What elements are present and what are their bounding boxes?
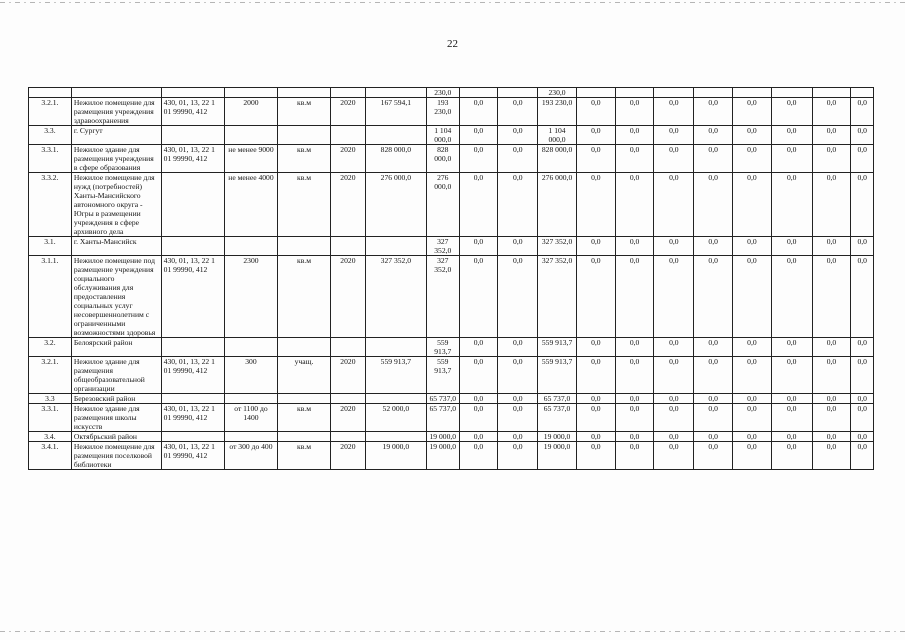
cell-cost <box>365 394 426 404</box>
cell-zero: 0,0 <box>615 237 654 256</box>
cell-v2: 0,0 <box>459 126 498 145</box>
cell-zero: 0,0 <box>771 357 812 394</box>
cell-zero: 0,0 <box>615 357 654 394</box>
cell-zero: 0,0 <box>733 173 772 237</box>
cell-size <box>224 338 277 357</box>
cell-zero: 0,0 <box>812 126 851 145</box>
cell-unit: кв.м <box>277 173 330 237</box>
cell-zero: 0,0 <box>771 442 812 470</box>
cell-cost <box>365 432 426 442</box>
cell-v4: 327 352,0 <box>538 237 577 256</box>
cell-unit: кв.м <box>277 98 330 126</box>
cell-v2: 0,0 <box>459 237 498 256</box>
cell-v3: 0,0 <box>498 126 538 145</box>
cell-zero: 0,0 <box>771 404 812 432</box>
cell-zero: 0,0 <box>851 432 874 442</box>
cell-zero: 0,0 <box>771 145 812 173</box>
cell-v3: 0,0 <box>498 173 538 237</box>
cell-v3: 0,0 <box>498 256 538 338</box>
cell-name: Нежилое помещение для нужд (потребностей) Ханты-Мансийского автономного округа - Югры в размещении учреждения в сфере архивного дела <box>71 173 161 237</box>
cell-zero: 0,0 <box>576 442 615 470</box>
cell-v2: 0,0 <box>459 338 498 357</box>
cell-zero: 0,0 <box>615 442 654 470</box>
cell-size: 300 <box>224 357 277 394</box>
cell-code: 430, 01, 13, 22 1 01 99990, 412 <box>161 442 224 470</box>
table-cell: 230,0 <box>426 88 459 98</box>
cell-v4: 19 000,0 <box>538 432 577 442</box>
cell-zero: 0,0 <box>615 404 654 432</box>
cell-code <box>161 173 224 237</box>
cell-code: 430, 01, 13, 22 1 01 99990, 412 <box>161 98 224 126</box>
cell-v4: 276 000,0 <box>538 173 577 237</box>
table-cell <box>277 88 330 98</box>
cell-zero: 0,0 <box>851 338 874 357</box>
cell-num: 3.3.1. <box>29 404 72 432</box>
cell-code: 430, 01, 13, 22 1 01 99990, 412 <box>161 357 224 394</box>
table-row <box>29 126 874 145</box>
cell-zero: 0,0 <box>851 404 874 432</box>
cell-zero: 0,0 <box>851 145 874 173</box>
cell-name: Нежилое помещение для размещения учреждения здравоохранения <box>71 98 161 126</box>
cell-zero: 0,0 <box>733 432 772 442</box>
table-cell <box>812 88 851 98</box>
cell-zero: 0,0 <box>694 404 733 432</box>
table-row <box>29 442 874 470</box>
cell-unit: кв.м <box>277 256 330 338</box>
cell-zero: 0,0 <box>654 338 694 357</box>
cell-zero: 0,0 <box>771 98 812 126</box>
cell-year <box>331 126 366 145</box>
cell-v1: 828 000,0 <box>426 145 459 173</box>
cell-zero: 0,0 <box>733 357 772 394</box>
cell-zero: 0,0 <box>812 173 851 237</box>
cell-v4: 19 000,0 <box>538 442 577 470</box>
cell-zero: 0,0 <box>576 98 615 126</box>
table-cell <box>615 88 654 98</box>
cell-zero: 0,0 <box>615 173 654 237</box>
cell-zero: 0,0 <box>812 404 851 432</box>
table-cell <box>331 88 366 98</box>
cell-year: 2020 <box>331 145 366 173</box>
cell-zero: 0,0 <box>694 442 733 470</box>
cell-zero: 0,0 <box>694 173 733 237</box>
cell-v3: 0,0 <box>498 432 538 442</box>
cell-year: 2020 <box>331 357 366 394</box>
table-cell <box>29 88 72 98</box>
cell-zero: 0,0 <box>851 442 874 470</box>
table-cell <box>161 88 224 98</box>
cell-zero: 0,0 <box>733 145 772 173</box>
cell-code <box>161 338 224 357</box>
cell-zero: 0,0 <box>576 357 615 394</box>
cell-name: Нежилое здание для размещения учреждения в сфере образования <box>71 145 161 173</box>
cell-name: Нежилое здание для размещения общеобразовательной организации <box>71 357 161 394</box>
cell-cost: 167 594,1 <box>365 98 426 126</box>
cell-zero: 0,0 <box>812 237 851 256</box>
cell-zero: 0,0 <box>733 256 772 338</box>
page-number: 22 <box>447 38 458 50</box>
cell-year <box>331 432 366 442</box>
cell-v3: 0,0 <box>498 145 538 173</box>
cell-year: 2020 <box>331 404 366 432</box>
cell-unit: кв.м <box>277 442 330 470</box>
table-cell <box>851 88 874 98</box>
cell-zero: 0,0 <box>733 126 772 145</box>
cell-num: 3.4. <box>29 432 72 442</box>
cell-v1: 1 104 000,0 <box>426 126 459 145</box>
cell-cost <box>365 237 426 256</box>
cell-zero: 0,0 <box>576 256 615 338</box>
cell-zero: 0,0 <box>812 442 851 470</box>
scan-edge-top <box>0 2 905 3</box>
cell-code: 430, 01, 13, 22 1 01 99990, 412 <box>161 256 224 338</box>
cell-v4: 327 352,0 <box>538 256 577 338</box>
cell-zero: 0,0 <box>771 173 812 237</box>
cell-year: 2020 <box>331 256 366 338</box>
cell-size <box>224 126 277 145</box>
table-row <box>29 256 874 338</box>
cell-v2: 0,0 <box>459 442 498 470</box>
cell-zero: 0,0 <box>851 173 874 237</box>
cell-v2: 0,0 <box>459 404 498 432</box>
cell-zero: 0,0 <box>694 338 733 357</box>
cell-v2: 0,0 <box>459 394 498 404</box>
cell-unit <box>277 394 330 404</box>
cell-zero: 0,0 <box>654 237 694 256</box>
cell-v1: 276 000,0 <box>426 173 459 237</box>
cell-zero: 0,0 <box>733 338 772 357</box>
cell-name: г. Ханты-Мансийск <box>71 237 161 256</box>
cell-v2: 0,0 <box>459 256 498 338</box>
cell-cost: 559 913,7 <box>365 357 426 394</box>
cell-num: 3.2.1. <box>29 98 72 126</box>
cell-name: Нежилое помещение под размещение учреждения социального обслуживания для предоставления социальных услуг несовершеннолетним с ограниченными возможностями здоровья <box>71 256 161 338</box>
cell-zero: 0,0 <box>654 394 694 404</box>
cell-unit <box>277 237 330 256</box>
cell-zero: 0,0 <box>851 126 874 145</box>
table-cell <box>459 88 498 98</box>
cell-v3: 0,0 <box>498 404 538 432</box>
cell-zero: 0,0 <box>694 126 733 145</box>
cell-size: не менее 4000 <box>224 173 277 237</box>
cell-v3: 0,0 <box>498 357 538 394</box>
cell-code <box>161 126 224 145</box>
cell-zero: 0,0 <box>812 145 851 173</box>
cell-zero: 0,0 <box>654 357 694 394</box>
cell-v4: 559 913,7 <box>538 338 577 357</box>
cell-zero: 0,0 <box>851 98 874 126</box>
table-cell <box>576 88 615 98</box>
cell-v3: 0,0 <box>498 442 538 470</box>
table-row <box>29 394 874 404</box>
cell-v3: 0,0 <box>498 98 538 126</box>
cell-zero: 0,0 <box>733 404 772 432</box>
cell-cost: 52 000,0 <box>365 404 426 432</box>
cell-unit: кв.м <box>277 145 330 173</box>
cell-v2: 0,0 <box>459 145 498 173</box>
cell-zero: 0,0 <box>654 256 694 338</box>
cell-v4: 65 737,0 <box>538 404 577 432</box>
table-cell <box>365 88 426 98</box>
cell-num: 3.1. <box>29 237 72 256</box>
cell-num: 3.3.1. <box>29 145 72 173</box>
cell-zero: 0,0 <box>694 145 733 173</box>
cell-code <box>161 432 224 442</box>
table-body <box>29 88 874 470</box>
cell-v1: 19 000,0 <box>426 442 459 470</box>
table-cell <box>498 88 538 98</box>
cell-year: 2020 <box>331 98 366 126</box>
cell-v3: 0,0 <box>498 338 538 357</box>
cell-num: 3.3 <box>29 394 72 404</box>
cell-zero: 0,0 <box>851 357 874 394</box>
cell-v1: 65 737,0 <box>426 394 459 404</box>
table-cell <box>71 88 161 98</box>
cell-zero: 0,0 <box>733 442 772 470</box>
cell-v2: 0,0 <box>459 357 498 394</box>
cell-v1: 559 913,7 <box>426 338 459 357</box>
cell-zero: 0,0 <box>615 338 654 357</box>
cell-v2: 0,0 <box>459 173 498 237</box>
cell-num: 3.3.2. <box>29 173 72 237</box>
cell-v2: 0,0 <box>459 98 498 126</box>
cell-v1: 65 737,0 <box>426 404 459 432</box>
table-row <box>29 432 874 442</box>
cell-v1: 327 352,0 <box>426 237 459 256</box>
cell-name: г. Сургут <box>71 126 161 145</box>
cell-v3: 0,0 <box>498 237 538 256</box>
cell-zero: 0,0 <box>576 394 615 404</box>
budget-table <box>28 87 874 470</box>
cell-zero: 0,0 <box>576 404 615 432</box>
cell-size: от 1100 до 1400 <box>224 404 277 432</box>
cell-v2: 0,0 <box>459 432 498 442</box>
cell-v1: 327 352,0 <box>426 256 459 338</box>
cell-zero: 0,0 <box>576 173 615 237</box>
cell-zero: 0,0 <box>615 394 654 404</box>
cell-year <box>331 338 366 357</box>
cell-size <box>224 237 277 256</box>
cell-zero: 0,0 <box>615 98 654 126</box>
cell-zero: 0,0 <box>771 126 812 145</box>
table-row <box>29 237 874 256</box>
cell-year <box>331 237 366 256</box>
cell-zero: 0,0 <box>851 237 874 256</box>
table-cell <box>654 88 694 98</box>
cell-unit: кв.м <box>277 404 330 432</box>
cell-zero: 0,0 <box>733 237 772 256</box>
cell-zero: 0,0 <box>694 394 733 404</box>
cell-name: Нежилое здание для размещения школы искусств <box>71 404 161 432</box>
table-row-continuation <box>29 88 874 98</box>
cell-size <box>224 432 277 442</box>
cell-v3: 0,0 <box>498 394 538 404</box>
cell-year <box>331 394 366 404</box>
cell-zero: 0,0 <box>771 256 812 338</box>
cell-size: 2000 <box>224 98 277 126</box>
table-cell <box>224 88 277 98</box>
cell-size: не менее 9000 <box>224 145 277 173</box>
cell-zero: 0,0 <box>576 338 615 357</box>
cell-name: Октябрьский район <box>71 432 161 442</box>
cell-num: 3.4.1. <box>29 442 72 470</box>
cell-zero: 0,0 <box>851 256 874 338</box>
cell-zero: 0,0 <box>771 394 812 404</box>
table-cell: 230,0 <box>538 88 577 98</box>
cell-zero: 0,0 <box>654 145 694 173</box>
cell-zero: 0,0 <box>694 98 733 126</box>
cell-zero: 0,0 <box>576 432 615 442</box>
cell-zero: 0,0 <box>771 432 812 442</box>
cell-v4: 559 913,7 <box>538 357 577 394</box>
cell-cost <box>365 338 426 357</box>
table-cell <box>733 88 772 98</box>
cell-zero: 0,0 <box>654 126 694 145</box>
cell-name: Нежилое помещение для размещения поселковой библиотеки <box>71 442 161 470</box>
cell-cost: 828 000,0 <box>365 145 426 173</box>
cell-zero: 0,0 <box>694 237 733 256</box>
cell-v1: 559 913,7 <box>426 357 459 394</box>
cell-v4: 65 737,0 <box>538 394 577 404</box>
cell-num: 3.3. <box>29 126 72 145</box>
cell-year: 2020 <box>331 442 366 470</box>
scan-edge-bottom <box>0 631 905 632</box>
cell-code <box>161 237 224 256</box>
cell-cost: 276 000,0 <box>365 173 426 237</box>
cell-unit <box>277 432 330 442</box>
cell-unit <box>277 126 330 145</box>
cell-zero: 0,0 <box>694 432 733 442</box>
table-cell <box>694 88 733 98</box>
table-row <box>29 173 874 237</box>
cell-zero: 0,0 <box>812 394 851 404</box>
cell-zero: 0,0 <box>812 357 851 394</box>
cell-size <box>224 394 277 404</box>
cell-num: 3.2. <box>29 338 72 357</box>
cell-name: Белоярский район <box>71 338 161 357</box>
cell-zero: 0,0 <box>771 338 812 357</box>
cell-zero: 0,0 <box>615 145 654 173</box>
cell-zero: 0,0 <box>576 145 615 173</box>
cell-zero: 0,0 <box>812 98 851 126</box>
table-row <box>29 98 874 126</box>
cell-zero: 0,0 <box>812 338 851 357</box>
cell-zero: 0,0 <box>733 98 772 126</box>
cell-zero: 0,0 <box>615 256 654 338</box>
cell-num: 3.1.1. <box>29 256 72 338</box>
cell-code: 430, 01, 13, 22 1 01 99990, 412 <box>161 404 224 432</box>
cell-zero: 0,0 <box>615 432 654 442</box>
cell-zero: 0,0 <box>771 237 812 256</box>
cell-name: Березовский район <box>71 394 161 404</box>
cell-zero: 0,0 <box>576 237 615 256</box>
cell-size: 2300 <box>224 256 277 338</box>
cell-cost: 327 352,0 <box>365 256 426 338</box>
cell-zero: 0,0 <box>654 404 694 432</box>
cell-num: 3.2.1. <box>29 357 72 394</box>
table-row <box>29 357 874 394</box>
cell-zero: 0,0 <box>615 126 654 145</box>
cell-year: 2020 <box>331 173 366 237</box>
cell-zero: 0,0 <box>694 357 733 394</box>
cell-zero: 0,0 <box>812 432 851 442</box>
cell-code: 430, 01, 13, 22 1 01 99990, 412 <box>161 145 224 173</box>
cell-v4: 828 000,0 <box>538 145 577 173</box>
cell-zero: 0,0 <box>654 98 694 126</box>
cell-zero: 0,0 <box>812 256 851 338</box>
cell-zero: 0,0 <box>733 394 772 404</box>
cell-v1: 193 230,0 <box>426 98 459 126</box>
cell-unit <box>277 338 330 357</box>
cell-v1: 19 000,0 <box>426 432 459 442</box>
table-row <box>29 145 874 173</box>
cell-v4: 193 230,0 <box>538 98 577 126</box>
table-row <box>29 338 874 357</box>
cell-zero: 0,0 <box>654 173 694 237</box>
cell-zero: 0,0 <box>654 432 694 442</box>
cell-zero: 0,0 <box>851 394 874 404</box>
table-cell <box>771 88 812 98</box>
cell-cost <box>365 126 426 145</box>
cell-size: от 300 до 400 <box>224 442 277 470</box>
cell-cost: 19 000,0 <box>365 442 426 470</box>
cell-zero: 0,0 <box>654 442 694 470</box>
cell-code <box>161 394 224 404</box>
table-row <box>29 404 874 432</box>
cell-unit: учащ. <box>277 357 330 394</box>
cell-zero: 0,0 <box>576 126 615 145</box>
cell-v4: 1 104 000,0 <box>538 126 577 145</box>
cell-zero: 0,0 <box>694 256 733 338</box>
